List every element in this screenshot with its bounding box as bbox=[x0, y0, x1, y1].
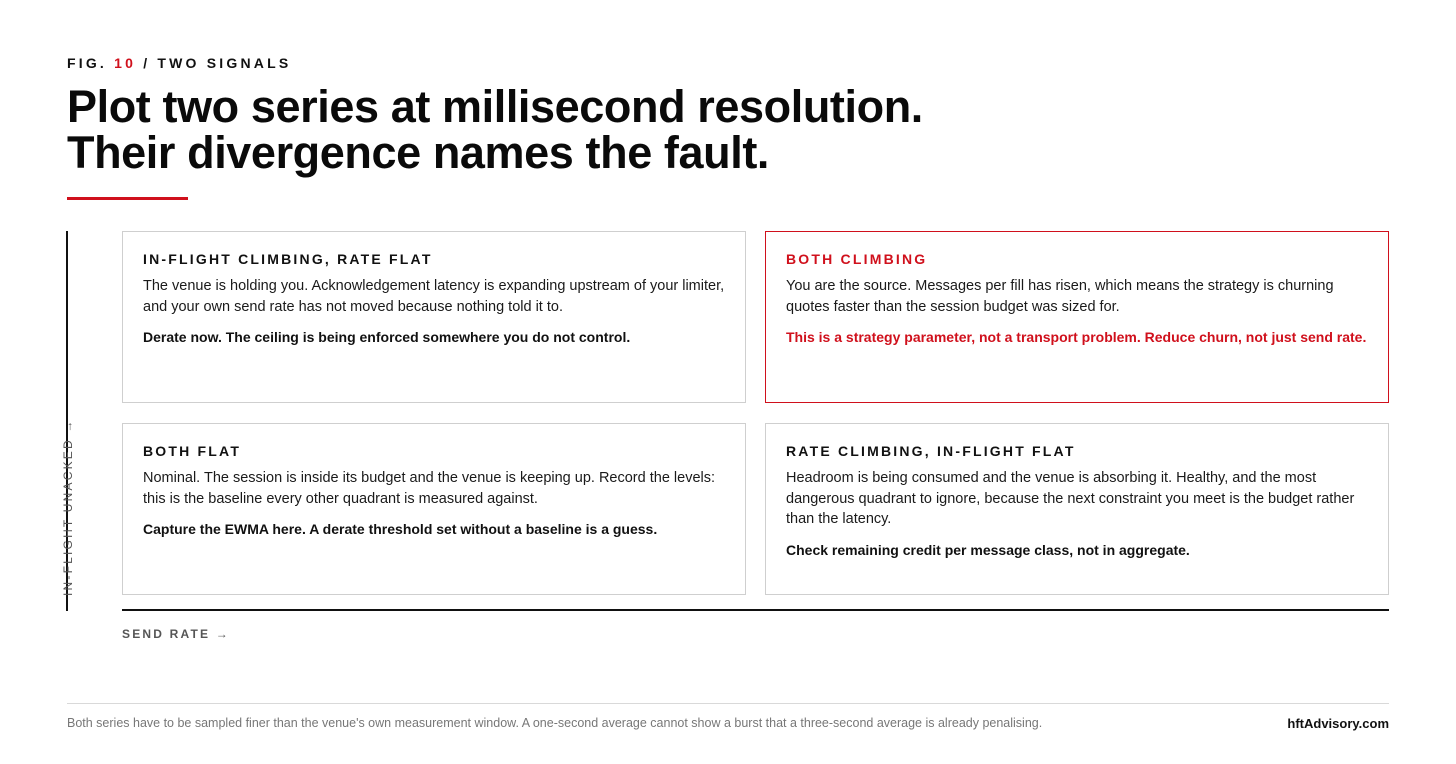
quadrant-body: The venue is holding you. Acknowledgement latency is expanding upstream of your limiter, and your own send rate has not moved because nothing told it to. bbox=[143, 278, 725, 315]
quadrant-both-flat bbox=[122, 423, 746, 595]
footer-divider bbox=[67, 703, 1389, 704]
figure-number: 10 bbox=[114, 55, 137, 71]
figure-prefix: FIG. bbox=[67, 55, 108, 71]
headline-line-1: Plot two series at millisecond resolution. bbox=[67, 81, 923, 132]
quadrant-title: IN-FLIGHT CLIMBING, RATE FLAT bbox=[143, 251, 433, 267]
y-axis-label: IN-FLIGHT UNACKED → bbox=[61, 418, 75, 596]
quadrant-action: Capture the EWMA here. A derate threshold set without a baseline is a guess. bbox=[143, 521, 658, 537]
quadrant-rate-climbing-inflight-flat bbox=[765, 423, 1389, 595]
figure-label bbox=[67, 55, 291, 71]
quadrant-title: RATE CLIMBING, IN-FLIGHT FLAT bbox=[786, 443, 1076, 459]
quadrant-body: Nominal. The session is inside its budget and the venue is keeping up. Record the levels: this is the baseline every other quadrant is measured against. bbox=[143, 470, 716, 507]
x-axis-line bbox=[122, 609, 1389, 611]
headline bbox=[67, 81, 1167, 178]
quadrant-body: Headroom is being consumed and the venue is absorbing it. Healthy, and the most dangerous quadrant to ignore, because the next constraint you meet is the budget rather than the latency. bbox=[786, 470, 1355, 527]
quadrant-action: This is a strategy parameter, not a transport problem. Reduce churn, not just send rate. bbox=[786, 329, 1367, 345]
quadrant-inflight-climbing-rate-flat bbox=[122, 231, 746, 403]
footer-brand: hftAdvisory.com bbox=[1287, 716, 1389, 731]
quadrant-title: BOTH CLIMBING bbox=[786, 251, 928, 267]
quadrant-both-climbing bbox=[765, 231, 1389, 403]
figure-suffix: / TWO SIGNALS bbox=[143, 55, 292, 71]
headline-line-2: Their divergence names the fault. bbox=[67, 127, 770, 178]
quadrant-action: Check remaining credit per message class, not in aggregate. bbox=[786, 541, 1190, 558]
quadrant-body: You are the source. Messages per fill has risen, which means the strategy is churning quotes faster than the session budget was sized for. bbox=[786, 278, 1334, 315]
accent-rule bbox=[67, 197, 188, 200]
quadrant-action: Derate now. The ceiling is being enforced somewhere you do not control. bbox=[143, 329, 631, 345]
quadrant-title: BOTH FLAT bbox=[143, 443, 242, 459]
footer-note: Both series have to be sampled finer than the venue's own measurement window. A one-second average cannot show a burst that a three-second average is already penalising. bbox=[67, 716, 1043, 730]
x-axis-label: SEND RATE → bbox=[122, 627, 230, 641]
